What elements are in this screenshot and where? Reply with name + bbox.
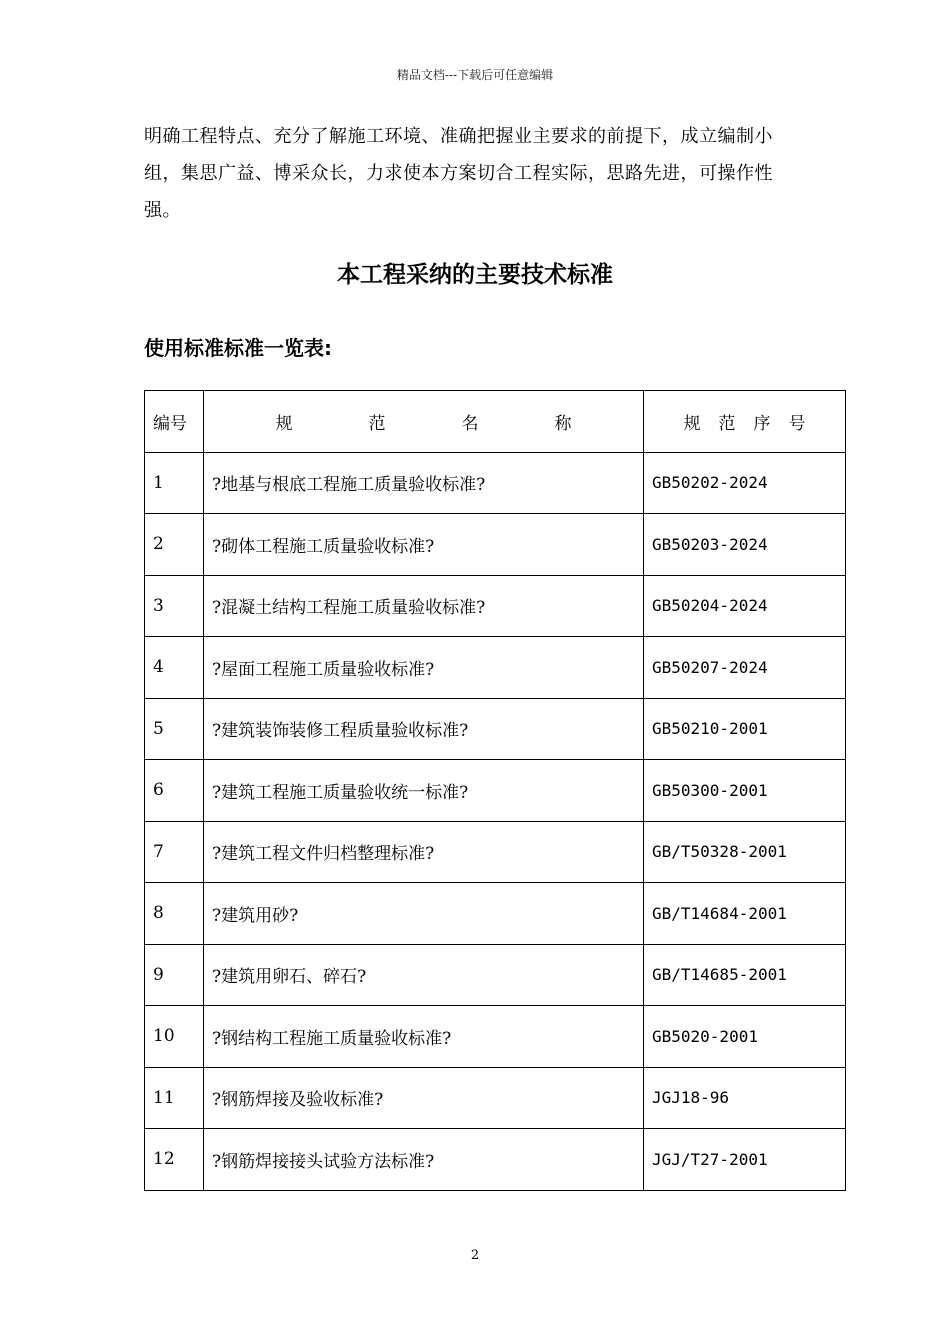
row-number: 6: [145, 760, 204, 822]
standard-name: ?钢筋焊接及验收标准?: [204, 1067, 644, 1129]
intro-line: 组，集思广益、博采众长，力求使本方案切合工程实际，思路先进，可操作性: [144, 163, 773, 184]
standard-name: ?钢结构工程施工质量验收标准?: [204, 1006, 644, 1068]
standard-code: GB/T14684-2001: [644, 883, 846, 945]
table-caption: 使用标准标准一览表:: [144, 336, 332, 360]
table-header-row: [145, 391, 846, 453]
row-number: 7: [145, 821, 204, 883]
standard-name: ?建筑用卵石、碎石?: [204, 944, 644, 1006]
standard-code: GB5020-2001: [644, 1006, 846, 1068]
standard-code: JGJ/T27-2001: [644, 1129, 846, 1191]
standard-code: GB50300-2001: [644, 760, 846, 822]
intro-paragraph: [144, 118, 824, 229]
header-code-char: 号: [788, 413, 806, 434]
header-name-char: 范: [368, 413, 386, 434]
row-number: 2: [145, 514, 204, 576]
row-number: 8: [145, 883, 204, 945]
standard-name: ?砌体工程施工质量验收标准?: [204, 514, 644, 576]
row-number: 5: [145, 698, 204, 760]
table-row: [145, 760, 846, 822]
standard-name: ?钢筋焊接接头试验方法标准?: [204, 1129, 644, 1191]
standard-name: ?混凝土结构工程施工质量验收标准?: [204, 575, 644, 637]
row-number: 1: [145, 452, 204, 514]
table-row: [145, 698, 846, 760]
standard-code: JGJ18-96: [644, 1067, 846, 1129]
intro-line: 强。: [144, 200, 181, 221]
header-code-char: 序: [753, 413, 771, 434]
table-row: [145, 637, 846, 699]
page-header: 精品文档---下载后可任意编辑: [396, 68, 554, 82]
section-title: 本工程采纳的主要技术标准: [337, 262, 613, 288]
table-row: [145, 944, 846, 1006]
header-name-char: 称: [554, 413, 572, 434]
row-number: 4: [145, 637, 204, 699]
standard-name: ?地基与根底工程施工质量验收标准?: [204, 452, 644, 514]
intro-line: 明确工程特点、充分了解施工环境、准确把握业主要求的前提下，成立编制小: [144, 126, 773, 147]
table-row: [145, 1006, 846, 1068]
table-row: [145, 821, 846, 883]
standard-code: GB50203-2024: [644, 514, 846, 576]
table-row: [145, 514, 846, 576]
row-number: 12: [145, 1129, 204, 1191]
table-row: [145, 883, 846, 945]
standard-code: GB50204-2024: [644, 575, 846, 637]
table-row: [145, 1129, 846, 1191]
standard-code: GB/T50328-2001: [644, 821, 846, 883]
table-row: [145, 575, 846, 637]
page-number: 2: [470, 1248, 480, 1263]
standard-code: GB50202-2024: [644, 452, 846, 514]
header-code-char: 范: [718, 413, 736, 434]
row-number: 11: [145, 1067, 204, 1129]
standard-code: GB/T14685-2001: [644, 944, 846, 1006]
table-row: [145, 452, 846, 514]
row-number: 10: [145, 1006, 204, 1068]
header-name-char: 规: [275, 413, 293, 434]
table-row: [145, 1067, 846, 1129]
header-name: [204, 391, 644, 453]
standard-name: ?屋面工程施工质量验收标准?: [204, 637, 644, 699]
row-number: 9: [145, 944, 204, 1006]
standard-name: ?建筑装饰装修工程质量验收标准?: [204, 698, 644, 760]
standard-name: ?建筑工程文件归档整理标准?: [204, 821, 644, 883]
standard-name: ?建筑工程施工质量验收统一标准?: [204, 760, 644, 822]
standard-name: ?建筑用砂?: [204, 883, 644, 945]
row-number: 3: [145, 575, 204, 637]
standard-code: GB50207-2024: [644, 637, 846, 699]
standard-code: GB50210-2001: [644, 698, 846, 760]
standards-table: [144, 390, 846, 1191]
header-no: 编号: [145, 391, 204, 453]
header-code-char: 规: [683, 413, 701, 434]
header-code: [644, 391, 846, 453]
header-name-char: 名: [461, 413, 479, 434]
